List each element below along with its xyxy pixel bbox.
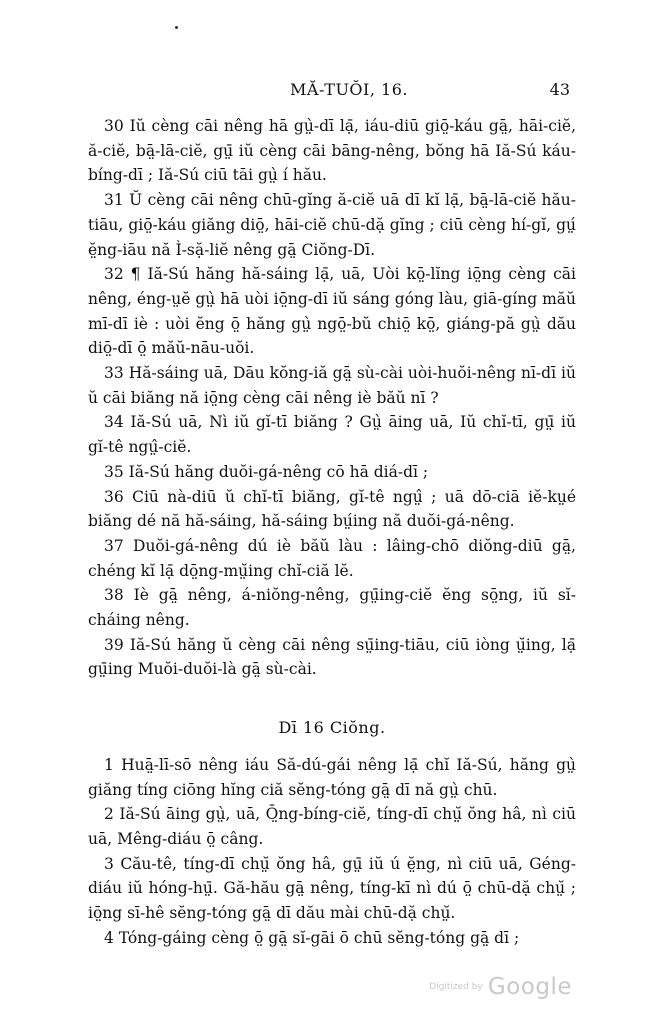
verse-37: 37 Duŏi-gá-nêng dú iè băŭ làu : lâing-chō diŏng-diū gā̤, chéng kĭ lạ̄ dō̤ng-mṳ̆ing chĭ-ciă lĕ. bbox=[88, 536, 576, 580]
google-logo-text: Google bbox=[487, 974, 572, 1000]
page-header bbox=[88, 80, 570, 104]
verse-36: 36 Ciū nà-diū ŭ chĭ-tī biăng, gĭ-tê ngṳ̂ ; uā dō-ciā iĕ-kṳé biăng dé nă hă-sáing, hă-sáing bṳ́ing nă duŏi-gá-nêng. bbox=[88, 487, 576, 531]
verse-3: 3 Cău-tê, tíng-dī chṳ̆ ŏng hâ, gṳ̄ iŭ ú ĕ̤ng, nì ciū uā, Géng-diáu iŭ hóng-hṳ̄. Gă-hău gā̤ nêng, tíng-kī nì dú ō̤ chū-dặ chṳ̆ ; iō̤ng sī-hê sĕng-tóng gā̤ dī dău mài chū-dặ chṳ̆. bbox=[88, 854, 576, 923]
page-body bbox=[88, 114, 576, 951]
verse-30: 30 Iŭ cèng cāi nêng hā gṳ̀-dī lạ̄, iáu-diū giō̤-káu gā̤, hāi-ciĕ, ă-ciĕ, bā̤-lā-ciĕ, gṳ̄ iŭ cèng cāi bāng-nêng, bŏng hā Iă-Sú káu-bíng-dī ; Iă-Sú ciū tāi gṳ̀ í hău. bbox=[88, 117, 576, 185]
page-speck bbox=[175, 26, 178, 29]
verse-4: 4 Tóng-gáing cèng ō̤ gā̤ sĭ-gāi ō chū sĕng-tóng gā̤ dī ; bbox=[104, 928, 520, 947]
verse-32: 32 ¶ Iă-Sú hăng hă-sáing lạ̄, uā, Uòi kō̤-lĭng iō̤ng cèng cāi nêng, éng-ṳĕ gṳ̀ hā uòi iō̤ng-dī iŭ sáng góng làu, giā-gíng măŭ mī-dī iè : uòi ĕng ō̤ hăng gṳ̀ ngō̤-bŭ chiō̤ kō̤, giáng-pă gṳ̀ dău diō̤-dī ō̤ măŭ-nāu-uŏi. bbox=[88, 265, 576, 358]
digitized-watermark bbox=[429, 974, 572, 1000]
running-title: MĂ-TUŎI, 16. bbox=[290, 80, 408, 99]
verse-31: 31 Ŭ cèng cāi nêng chū-gĭng ă-ciĕ uā dī kĭ lạ̄, bā̤-lā-ciĕ hău-tiāu, giō̤-káu giăng diō̤, hāi-ciĕ chū-dặ gĭng ; ciū cèng hí-gĭ, gṳ́ ĕ̤ng-iāu nă Ì-sặ-liĕ nêng gā̤ Ciŏng-Dī. bbox=[88, 191, 576, 259]
verse-35: 35 Iă-Sú hăng duŏi-gá-nêng cō hā diá-dī ; bbox=[104, 462, 429, 481]
verse-38: 38 Iè gā̤ nêng, á-niŏng-nêng, gṳ̄ing-ciĕ ĕng sō̤ng, iŭ sĭ-cháing nêng. bbox=[88, 586, 576, 630]
verse-33: 33 Hă-sáing uā, Dāu kŏng-iă gā̤ sù-cài uòi-huŏi-nêng nī-dī iŭ ŭ cāi biăng nă iō̤ng cèng cāi nêng iè băŭ nī ? bbox=[88, 364, 576, 407]
verse-39: 39 Iă-Sú hăng ŭ cèng cāi nêng sṳ̄ing-tiāu, ciū iòng ṳ̆ing, lạ̄ gṳ̄ing Muŏi-duŏi-là gā̤ sù-cài. bbox=[88, 635, 576, 679]
chapter-heading: Dī 16 Ciŏng. bbox=[278, 718, 386, 738]
digitized-by-label: Digitized by bbox=[429, 982, 483, 992]
page-number: 43 bbox=[549, 80, 570, 99]
verse-2: 2 Iă-Sú āing gṳ̀, uā, Ō̤ng-bíng-ciĕ, tíng-dī chṳ̆ ŏng hâ, nì ciū uā, Mêng-diáu ō̤ câng. bbox=[88, 805, 576, 848]
verse-34: 34 Iă-Sú uā, Nì iŭ gĭ-tī biăng ? Gṳ̀ āing uā, Iŭ chĭ-tī, gṳ̄ iŭ gĭ-tê ngṳ̂-ciĕ. bbox=[88, 413, 576, 457]
verse-1: 1 Huā̤-lī-sō nêng iáu Să-dú-gái nêng lạ̄ chĭ Iă-Sú, hăng gṳ̀ giăng tíng ciōng hĭng ciă sĕng-tóng gā̤ dī nă gṳ̀ chū. bbox=[88, 755, 576, 799]
